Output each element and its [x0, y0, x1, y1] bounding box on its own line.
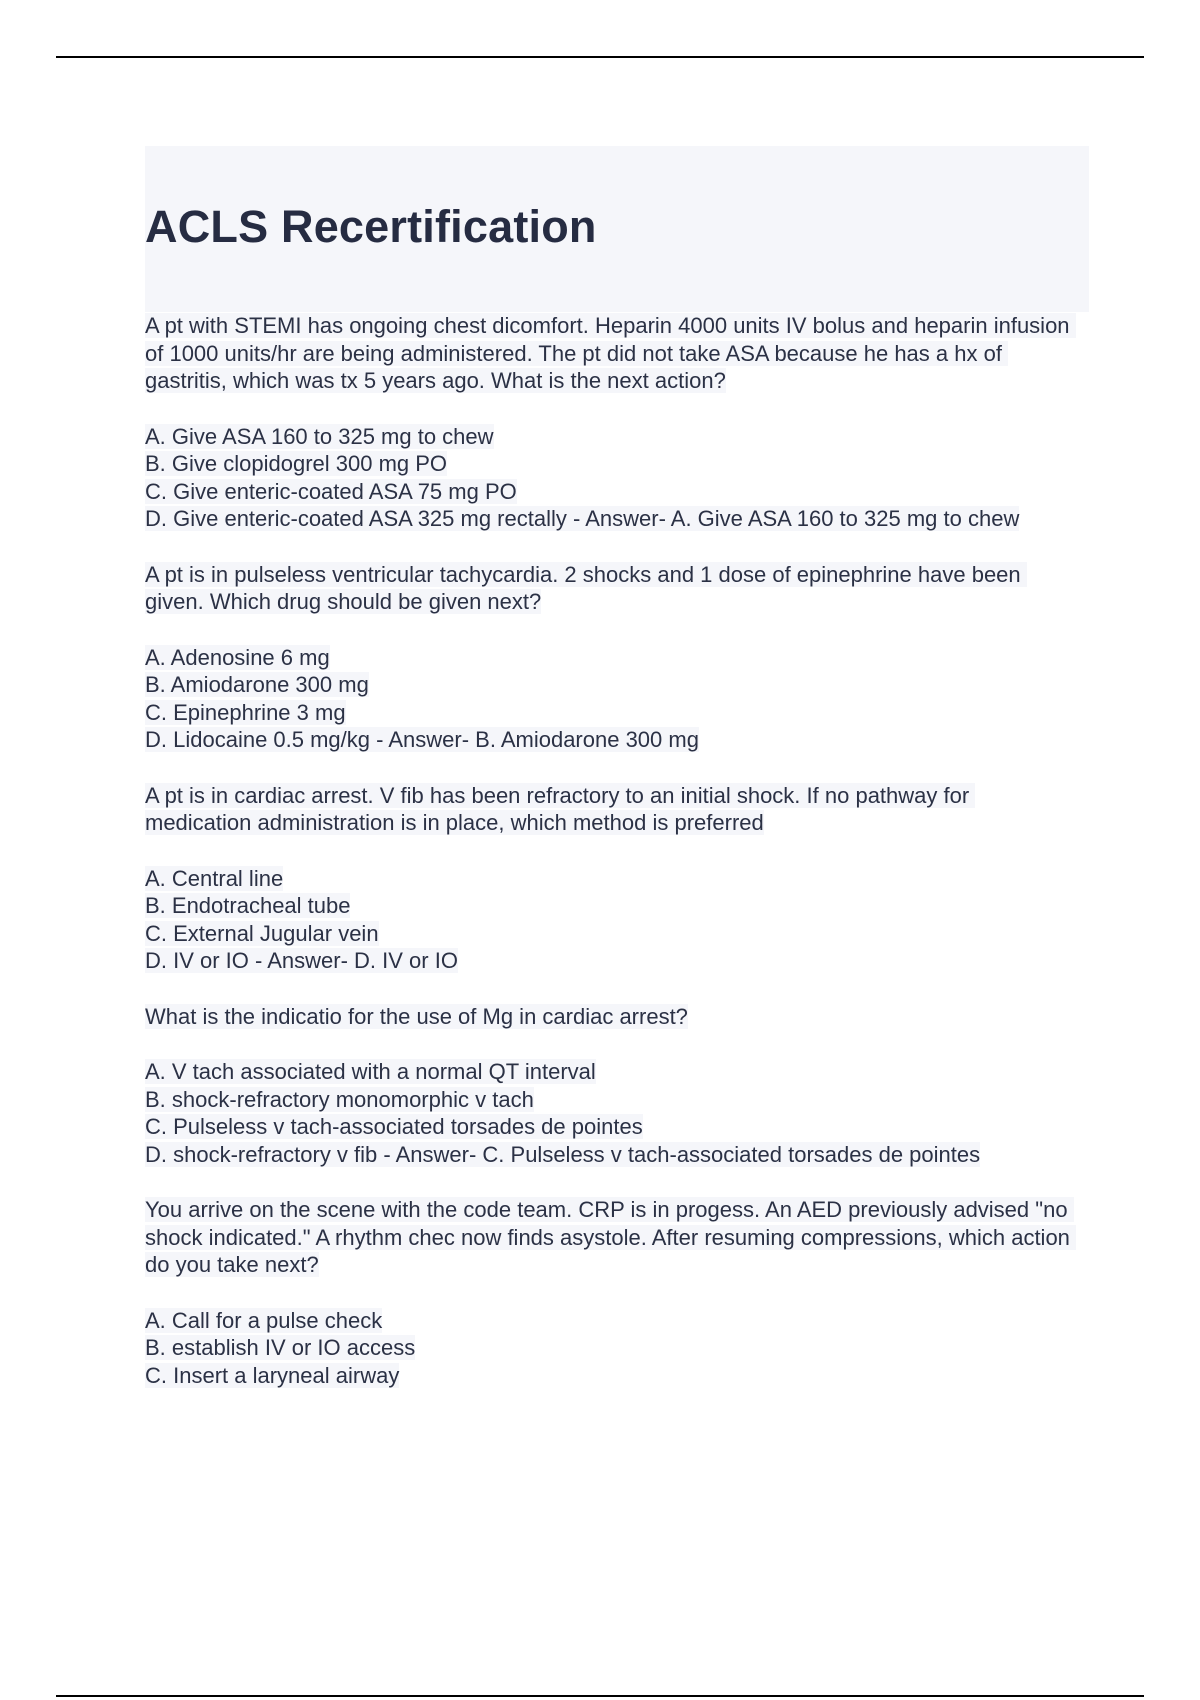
option-item: A. Central line — [145, 865, 284, 891]
options-list — [145, 423, 1080, 533]
option-item: C. Insert a laryneal airway — [145, 1362, 400, 1388]
bottom-rule — [56, 1695, 1144, 1697]
options-list — [145, 1058, 1080, 1168]
document-body — [145, 312, 1080, 1417]
option-item-with-answer: D. Give enteric-coated ASA 325 mg rectally - Answer- A. Give ASA 160 to 325 mg to chew — [145, 506, 1020, 531]
question-text: What is the indicatio for the use of Mg in cardiac arrest? — [145, 1003, 688, 1029]
question-item — [145, 1196, 1080, 1389]
question-text: You arrive on the scene with the code team. CRP is in progess. An AED previously advised "no shock indicated." A rhythm chec now finds asystole. After resuming compressions, which action do you take next? — [145, 1197, 1077, 1277]
option-item: C. Pulseless v tach-associated torsades de pointes — [145, 1114, 643, 1139]
option-item: A. Adenosine 6 mg — [145, 644, 330, 670]
top-rule — [56, 56, 1144, 58]
question-text: A pt with STEMI has ongoing chest dicomfort. Heparin 4000 units IV bolus and heparin infusion of 1000 units/hr are being administered. The pt did not take ASA because he has a hx of gastritis, which was tx 5 years ago. What is the next action? — [145, 313, 1076, 393]
option-item: B. establish IV or IO access — [145, 1335, 416, 1360]
question-item — [145, 1003, 1080, 1169]
option-item: C. Epinephrine 3 mg — [145, 699, 346, 725]
option-item: B. shock-refractory monomorphic v tach — [145, 1086, 534, 1112]
option-item: C. External Jugular vein — [145, 920, 379, 946]
option-item-with-answer: D. shock-refractory v fib - Answer- C. Pulseless v tach-associated torsades de pointes — [145, 1141, 981, 1167]
option-item: B. Give clopidogrel 300 mg PO — [145, 451, 448, 476]
question-text: A pt is in pulseless ventricular tachycardia. 2 shocks and 1 dose of epinephrine have been given. Which drug should be given next? — [145, 561, 1027, 614]
option-item: B. Endotracheal tube — [145, 893, 351, 918]
page-title: ACLS Recertification — [145, 201, 597, 252]
option-item: B. Amiodarone 300 mg — [145, 672, 369, 697]
question-item — [145, 312, 1080, 533]
options-list — [145, 1307, 1080, 1390]
option-item-with-answer: D. Lidocaine 0.5 mg/kg - Answer- B. Amiodarone 300 mg — [145, 727, 699, 752]
option-item-with-answer: D. IV or IO - Answer- D. IV or IO — [145, 948, 458, 973]
options-list — [145, 644, 1080, 754]
option-item: A. V tach associated with a normal QT interval — [145, 1059, 596, 1084]
question-item — [145, 782, 1080, 975]
question-text: A pt is in cardiac arrest. V fib has been refractory to an initial shock. If no pathway for medication administration is in place, which method is preferred — [145, 782, 976, 835]
options-list — [145, 865, 1080, 975]
option-item: A. Call for a pulse check — [145, 1307, 383, 1333]
option-item: C. Give enteric-coated ASA 75 mg PO — [145, 478, 517, 504]
question-item — [145, 561, 1080, 754]
title-block — [145, 146, 1089, 312]
option-item: A. Give ASA 160 to 325 mg to chew — [145, 423, 494, 449]
